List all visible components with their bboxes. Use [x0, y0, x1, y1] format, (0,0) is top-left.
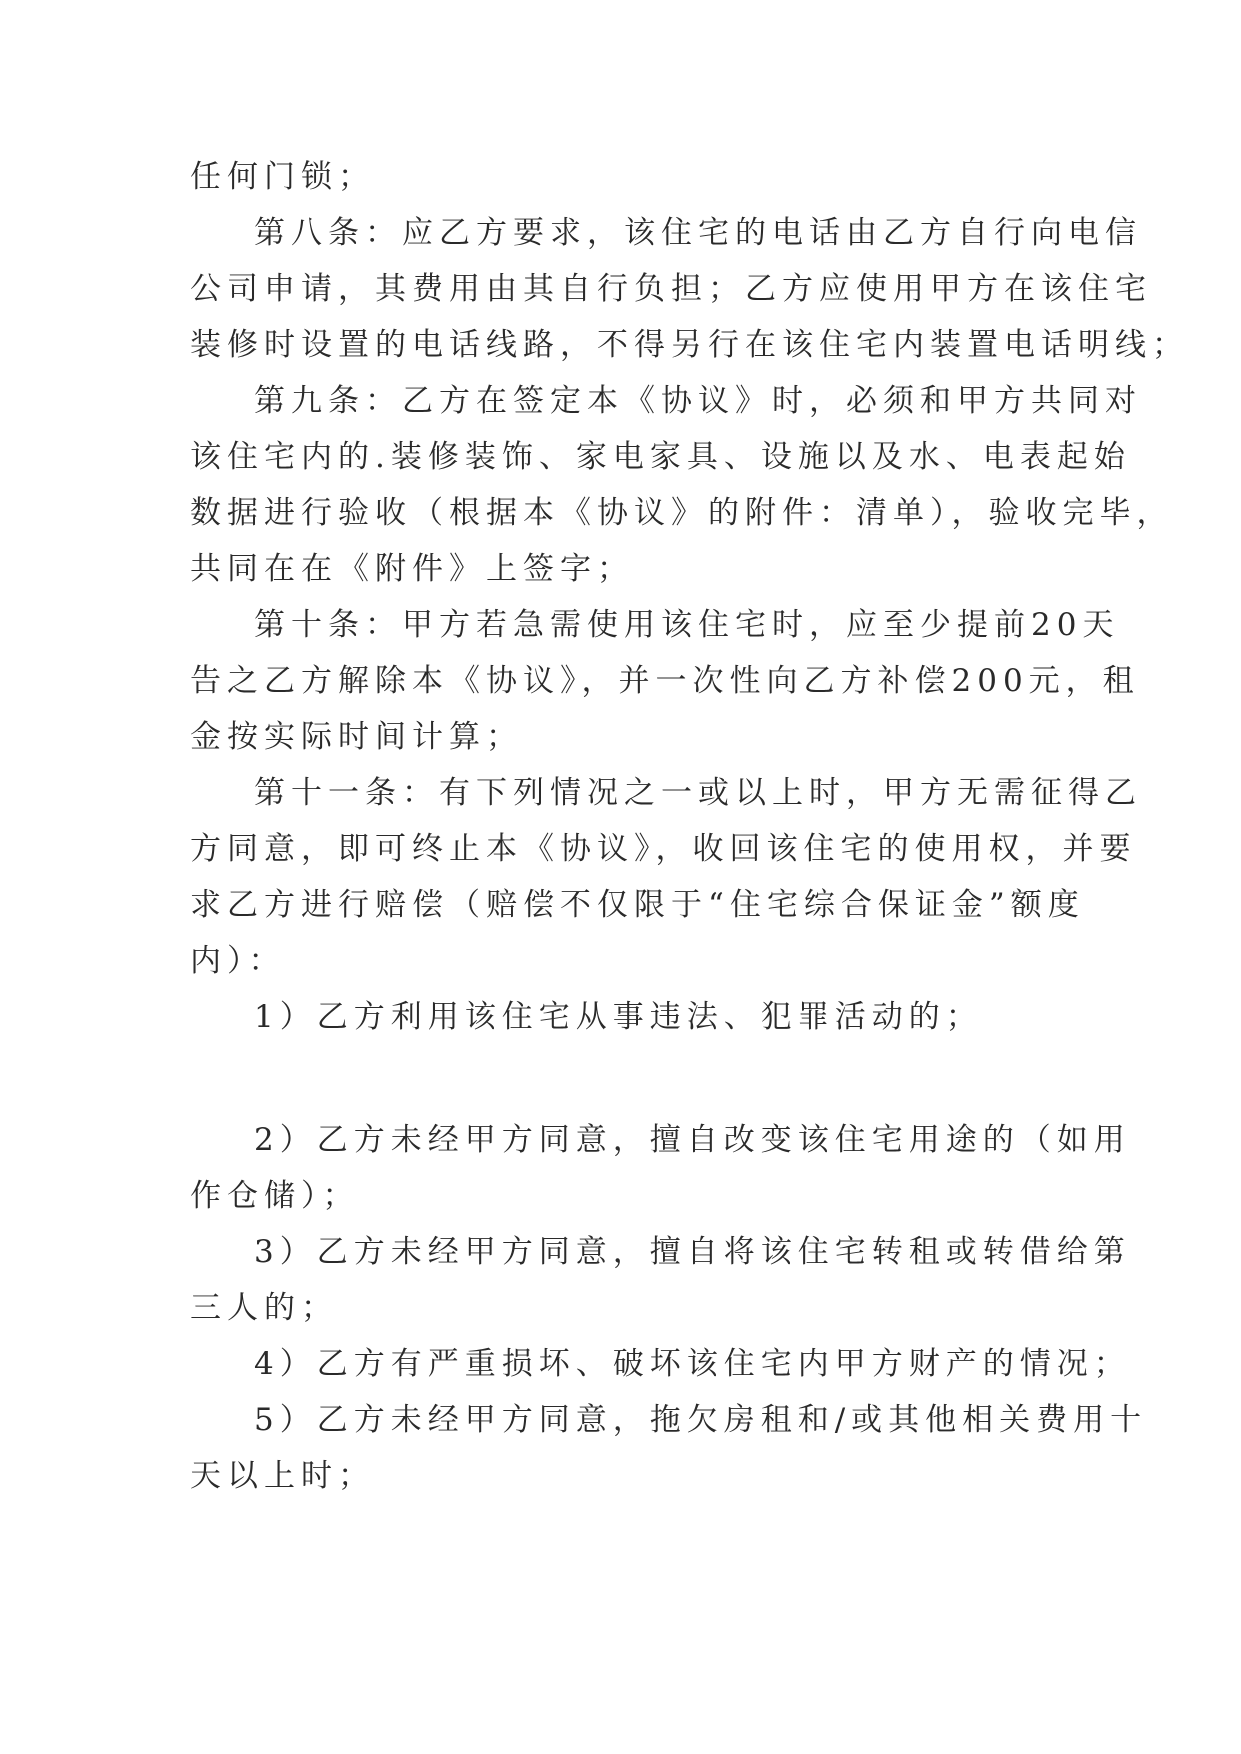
- list-item-4: 4）乙方有严重损坏、破坏该住宅内甲方财产的情况；: [254, 1346, 1131, 1382]
- article-11-heading-line: 第十一条：有下列情况之一或以上时，甲方无需征得乙: [254, 775, 1142, 811]
- text-line: 金按实际时间计算；: [190, 719, 523, 755]
- text-line: 天以上时；: [190, 1458, 375, 1494]
- list-item-1: 1）乙方利用该住宅从事违法、犯罪活动的；: [254, 999, 983, 1035]
- list-item-2: 2）乙方未经甲方同意，擅自改变该住宅用途的（如用: [254, 1122, 1131, 1158]
- text-line: 共同在在《附件》上签字；: [190, 551, 634, 587]
- article-8-heading-line: 第八条：应乙方要求，该住宅的电话由乙方自行向电信: [254, 215, 1142, 251]
- text-line: 公司申请，其费用由其自行负担；乙方应使用甲方在该住宅: [190, 271, 1152, 307]
- text-line: 数据进行验收（根据本《协议》的附件：清单），验收完毕，: [190, 495, 1174, 531]
- list-item-5: 5）乙方未经甲方同意，拖欠房租和/或其他相关费用十: [254, 1402, 1148, 1438]
- article-10-heading-line: 第十条：甲方若急需使用该住宅时，应至少提前20天: [254, 607, 1120, 643]
- article-9-heading-line: 第九条：乙方在签定本《协议》时，必须和甲方共同对: [254, 383, 1142, 419]
- text-line: 任何门锁；: [190, 159, 375, 195]
- text-line: 装修时设置的电话线路，不得另行在该住宅内装置电话明线；: [190, 327, 1189, 363]
- text-line: 作仓储）；: [190, 1178, 360, 1214]
- text-line: 三人的；: [190, 1290, 338, 1326]
- text-line: 方同意，即可终止本《协议》，收回该住宅的使用权，并要: [190, 831, 1137, 867]
- text-line: 告之乙方解除本《协议》，并一次性向乙方补偿200元，租: [190, 663, 1140, 699]
- text-line: 求乙方进行赔偿（赔偿不仅限于“住宅综合保证金”额度: [190, 887, 1085, 923]
- list-item-3: 3）乙方未经甲方同意，擅自将该住宅转租或转借给第: [254, 1234, 1131, 1270]
- text-line: 该住宅内的.装修装饰、家电家具、设施以及水、电表起始: [190, 439, 1131, 475]
- text-line: 内）：: [190, 943, 286, 979]
